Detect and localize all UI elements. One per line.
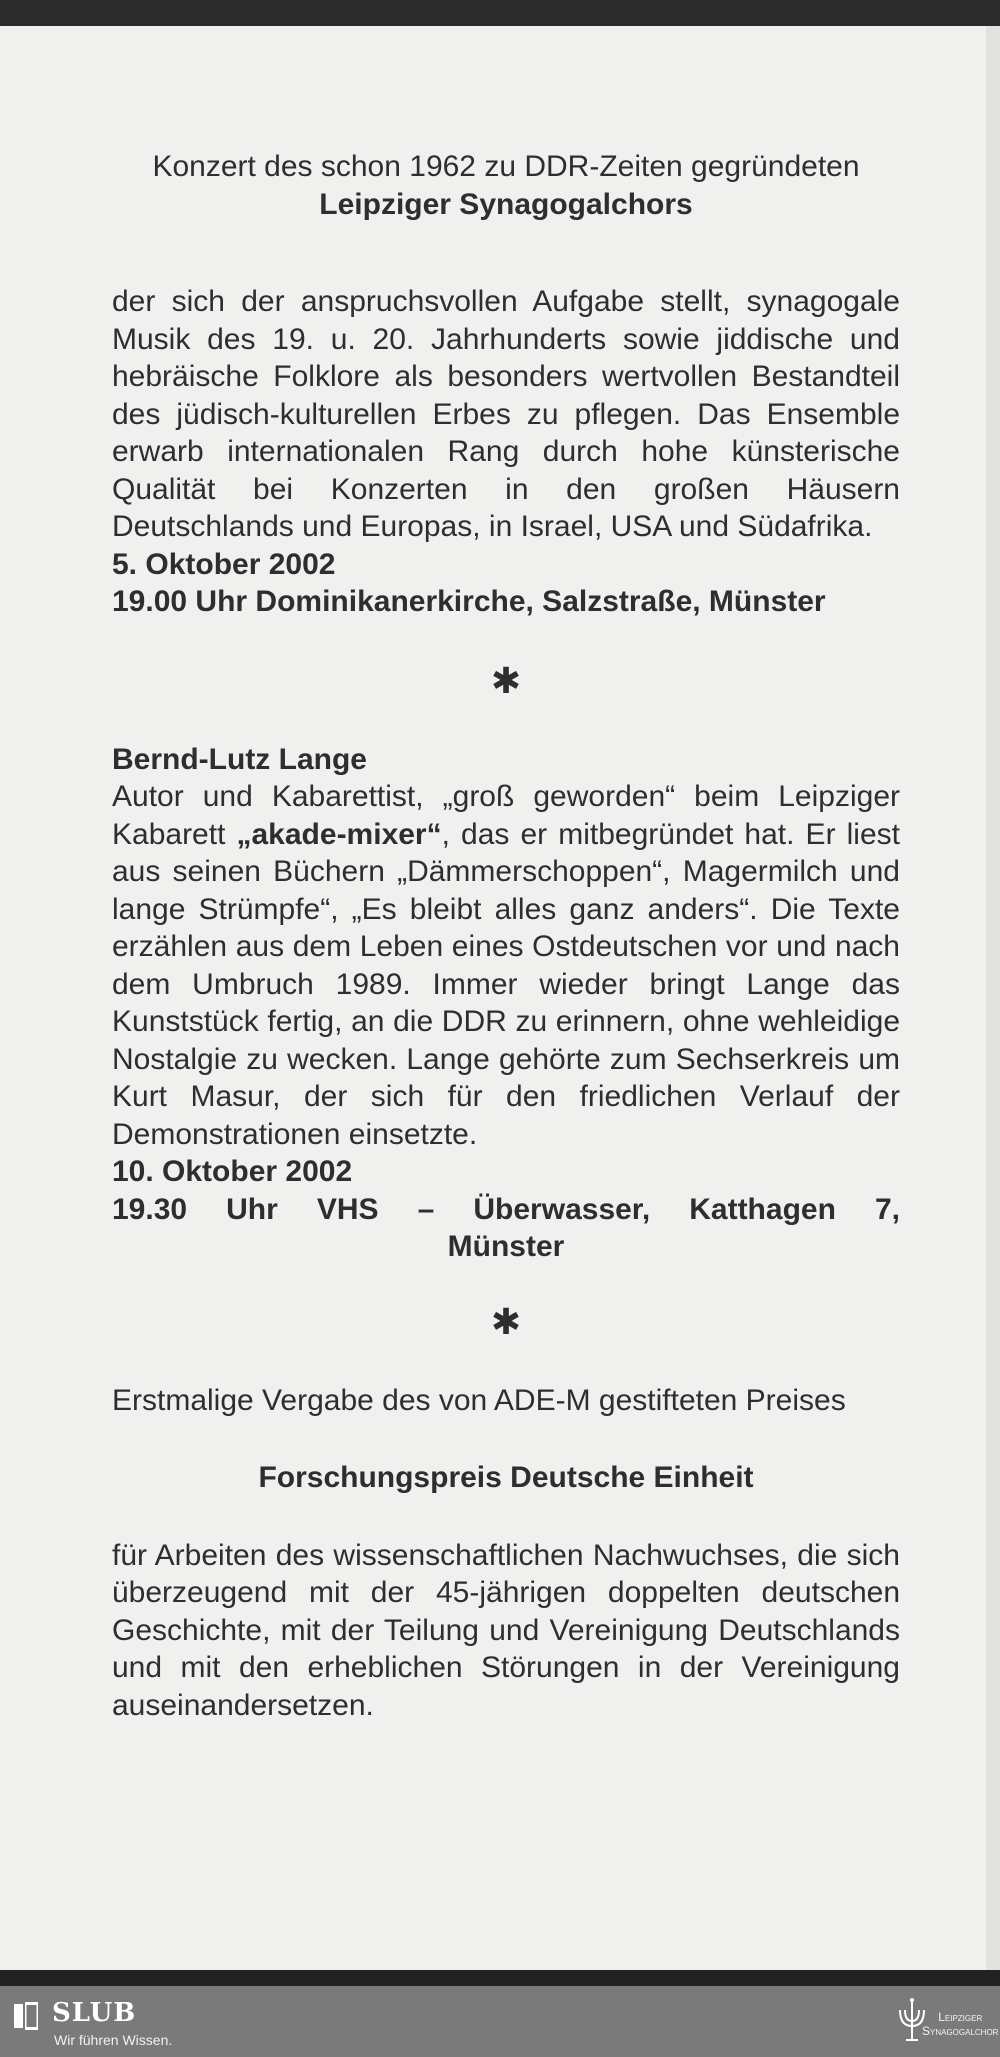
- separator-asterisk-2: ✱: [490, 1300, 522, 1342]
- prize-intro: Erstmalige Vergabe des von ADE-M gestifteten Preises: [112, 1383, 846, 1417]
- choir-title: Leipziger Synagogalchors: [319, 187, 693, 221]
- kabarett-name: „akade-mixer“: [236, 817, 442, 851]
- reading-description: [112, 778, 900, 1153]
- viewer-footer: [0, 1970, 1000, 2057]
- choir-logo-text: [922, 2010, 998, 2038]
- reading-city: Münster: [447, 1230, 565, 1263]
- concert-date: 5. Oktober 2002: [112, 547, 336, 581]
- page-edge: [986, 26, 1000, 1970]
- reading-author-name: Bernd-Lutz Lange: [112, 742, 367, 776]
- choir-logo-line1: Leipziger: [938, 2010, 983, 2024]
- prize-title: Forschungspreis Deutsche Einheit: [258, 1461, 754, 1494]
- footer-strip: [0, 1970, 1000, 1986]
- library-name: SLUB: [52, 1998, 137, 2028]
- reading-text-part-b: , das er mitbegründet hat. Er liest aus seinen Büchern „Dämmerschoppen“, Magermilch und lange Strümpfe“, „Es bleibt alles ganz anders“. Die Texte erzählen aus dem Leben eines Ostdeutschen vor und nach dem Umbruch 1989. Immer wieder bringt Lange das Kunststück fertig, an die DDR zu erinnern, ohne wehleidige Nostalgie zu wecken. Lange gehörte zum Sechserkreis um Kurt Masur, der sich für den friedlichen Verlauf der Demonstrationen einsetzte.: [112, 817, 900, 1151]
- library-tagline: Wir führen Wissen.: [54, 2032, 173, 2048]
- prize-description: für Arbeiten des wissenschaftlichen Nachwuchses, die sich überzeugend mit der 45-jährigen doppelten deutschen Geschichte, mit der Teilung und Vereinigung Deutschlands und mit den erheblichen Störungen in der Vereinigung auseinandersetzen.: [112, 1538, 900, 1722]
- reading-text-part-a: Autor und Kabarettist, „groß geworden“ beim Leipziger Kabarett: [112, 780, 900, 851]
- reading-date: 10. Oktober 2002: [112, 1155, 353, 1188]
- concert-intro: Konzert des schon 1962 zu DDR-Zeiten gegründeten: [152, 150, 860, 183]
- concert-time-place: 19.00 Uhr Dominikanerkirche, Salzstraße, Münster: [112, 585, 826, 618]
- top-scan-border: [0, 0, 1000, 26]
- choir-description: der sich der anspruchsvollen Aufgabe stellt, synagogale Musik des 19. u. 20. Jahrhunderts sowie jiddische und hebräische Folklore als besonders wertvollen Bestandteil des jüdisch-kulturellen Erbes zu pflegen. Das Ensemble erwarb internationalen Rang durch hohe künsterische Qualität bei Konzerten in den großen Häusern Deutschlands und Europas, in Israel, USA und Südafrika.: [112, 285, 900, 543]
- choir-logo-line2: Synagogalchor: [922, 2024, 999, 2038]
- document-content: [112, 148, 900, 1724]
- reading-time-place: 19.30 Uhr VHS – Überwasser, Katthagen 7,: [112, 1192, 900, 1226]
- separator-asterisk: ✱: [490, 659, 522, 701]
- slub-logo-icon: [14, 2002, 38, 2030]
- footer-bar: [0, 1986, 1000, 2057]
